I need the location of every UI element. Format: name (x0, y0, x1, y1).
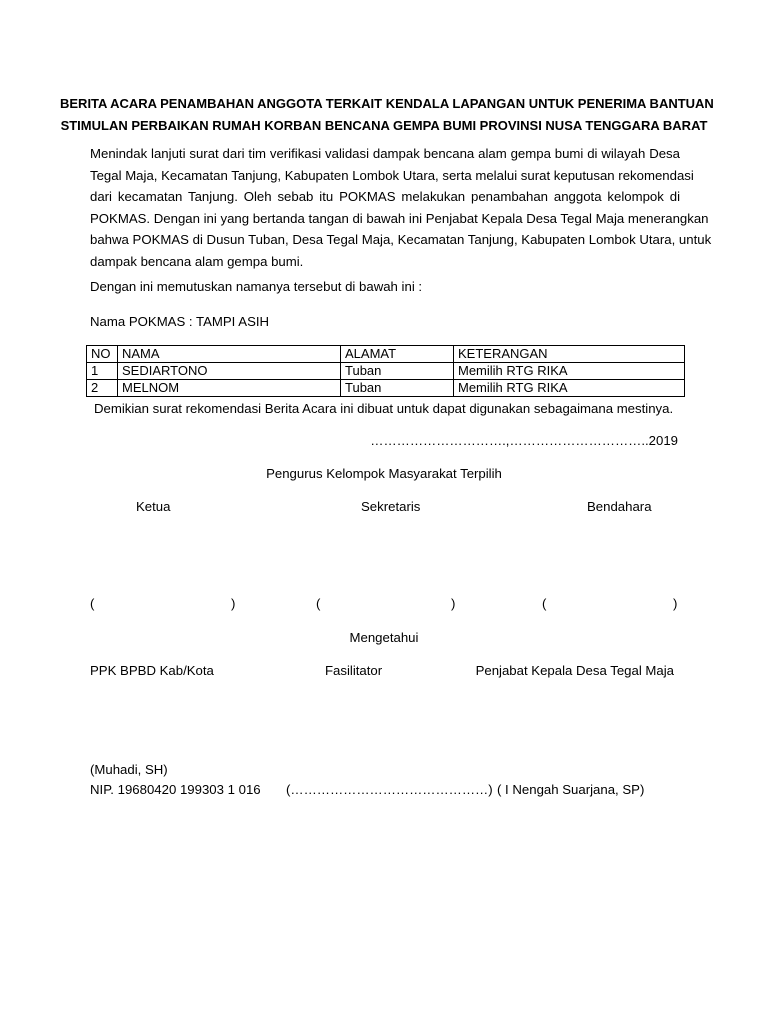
signer-penjabat: Penjabat Kepala Desa Tegal Maja (475, 663, 674, 678)
closing-statement: Demikian surat rekomendasi Berita Acara ini dibuat untuk dapat digunakan sebagaimana mestinya. (94, 401, 674, 416)
ppk-name: (Muhadi, SH) (90, 762, 168, 777)
header-nama: NAMA (118, 346, 341, 363)
role-ketua: Ketua (136, 499, 171, 514)
signature-close-paren: ) (451, 596, 456, 611)
cell-nama: MELNOM (118, 380, 341, 397)
cell-no: 2 (87, 380, 118, 397)
pokmas-name: Nama POKMAS : TAMPI ASIH (90, 314, 270, 329)
title-line-1: BERITA ACARA PENAMBAHAN ANGGOTA TERKAIT KENDALA LAPANGAN UNTUK PENERIMA BANTUAN (60, 96, 714, 111)
signature-open-paren: ( (316, 596, 321, 611)
paragraph-line: Menindak lanjuti surat dari tim verifikasi validasi dampak bencana alam gempa bumi di wilayah Desa (90, 146, 680, 161)
fasilitator-name: (………………………………………) (286, 782, 493, 797)
cell-keterangan: Memilih RTG RIKA (454, 363, 685, 380)
header-alamat: ALAMAT (341, 346, 454, 363)
paragraph-line: bahwa POKMAS di Dusun Tuban, Desa Tegal Maja, Kecamatan Tanjung, Kabupaten Lombok Utara, untuk (90, 232, 712, 248)
cell-no: 1 (87, 363, 118, 380)
acknowledge-label: Mengetahui (349, 630, 419, 645)
cell-nama: SEDIARTONO (118, 363, 341, 380)
role-bendahara: Bendahara (587, 499, 652, 514)
committee-title: Pengurus Kelompok Masyarakat Terpilih (266, 466, 502, 481)
document-title (60, 93, 714, 137)
paragraph-line: dampak bencana alam gempa bumi. (90, 253, 304, 269)
cell-alamat: Tuban (341, 380, 454, 397)
header-no: NO (87, 346, 118, 363)
date-line: ………………………….,…………………………..2019 (370, 433, 678, 448)
cell-alamat: Tuban (341, 363, 454, 380)
signature-close-paren: ) (231, 596, 236, 611)
table-row (87, 363, 685, 380)
intro-paragraph (90, 143, 712, 273)
role-sekretaris: Sekretaris (361, 499, 421, 514)
signer-ppk: PPK BPBD Kab/Kota (90, 663, 214, 678)
cell-keterangan: Memilih RTG RIKA (454, 380, 685, 397)
signature-close-paren: ) (673, 596, 678, 611)
signature-open-paren: ( (542, 596, 547, 611)
paragraph-line: POKMAS. Dengan ini yang bertanda tangan di bawah ini Penjabat Kepala Desa Tegal Maja menerangkan (90, 210, 709, 226)
table-header-row (87, 346, 685, 363)
penjabat-name: ( I Nengah Suarjana, SP) (497, 782, 645, 797)
signature-open-paren: ( (90, 596, 95, 611)
title-line-2: STIMULAN PERBAIKAN RUMAH KORBAN BENCANA GEMPA BUMI PROVINSI NUSA TENGGARA BARAT (60, 118, 708, 133)
paragraph-line: dari kecamatan Tanjung. Oleh sebab itu POKMAS melakukan penambahan anggota kelompok di (90, 189, 680, 205)
decision-line: Dengan ini memutuskan namanya tersebut di bawah ini : (90, 279, 423, 294)
header-keterangan: KETERANGAN (454, 346, 685, 363)
table-row (87, 380, 685, 397)
ppk-nip: NIP. 19680420 199303 1 016 (90, 782, 261, 797)
members-table (86, 345, 685, 397)
signer-fasilitator: Fasilitator (325, 663, 383, 678)
paragraph-line: Tegal Maja, Kecamatan Tanjung, Kabupaten Lombok Utara, serta melalui surat keputusan rekomendasi (90, 167, 694, 183)
